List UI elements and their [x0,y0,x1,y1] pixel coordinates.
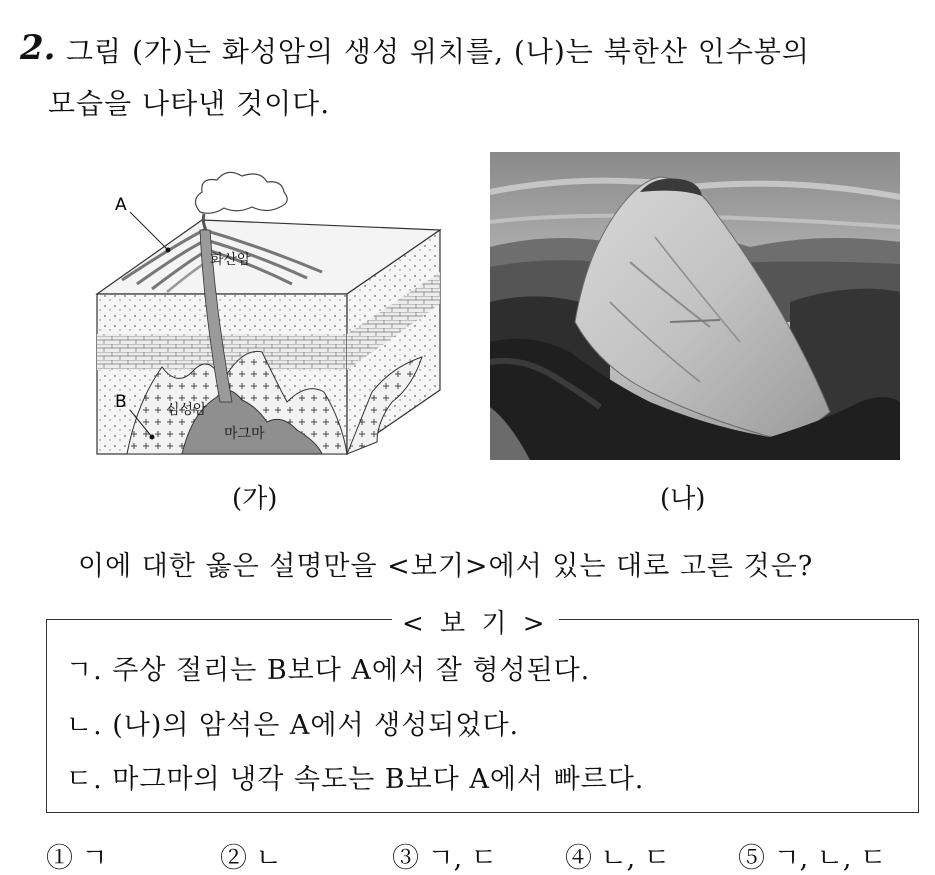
label-magma: 마그마 [224,426,265,442]
answer-choice-5[interactable]: ⑤ ㄱ, ㄴ, ㄷ [738,843,887,874]
igneous-block-diagram [92,152,457,464]
answer-choice-1[interactable]: ① ㄱ [46,843,108,874]
caption-na: (나) [660,484,706,514]
photo-insubong [490,152,900,460]
bogi-title: < 보 기 > [392,603,559,640]
question-text-line2: 모습을 나타낸 것이다. [48,87,331,120]
label-A: A [115,195,127,215]
question-number: 2. [20,28,56,68]
statement-digeut: ㄷ. 마그마의 냉각 속도는 B보다 A에서 빠르다. [66,764,645,795]
answer-choice-4[interactable]: ④ ㄴ, ㄷ [565,843,670,874]
answer-choice-2[interactable]: ② ㄴ [220,843,282,874]
question-text-line1: 그림 (가)는 화성암의 생성 위치를, (나)는 북한산 인수봉의 [66,35,810,68]
label-plutonic-rock: 심성암 [166,402,207,418]
figure-igneous-rock-diagram [92,152,457,464]
insubong-photo [490,152,900,460]
question-prompt: 이에 대한 옳은 설명만을 <보기>에서 있는 대로 고른 것은? [78,551,814,582]
statement-giyeok: ㄱ. 주상 절리는 B보다 A에서 잘 형성된다. [66,655,591,686]
answer-choice-3[interactable]: ③ ㄱ, ㄷ [392,843,497,874]
caption-ga: (가) [232,484,278,514]
label-volcanic-rock: 화산암 [210,252,251,268]
statement-nieun: ㄴ. (나)의 암석은 A에서 생성되었다. [66,710,520,741]
label-B: B [115,392,127,412]
